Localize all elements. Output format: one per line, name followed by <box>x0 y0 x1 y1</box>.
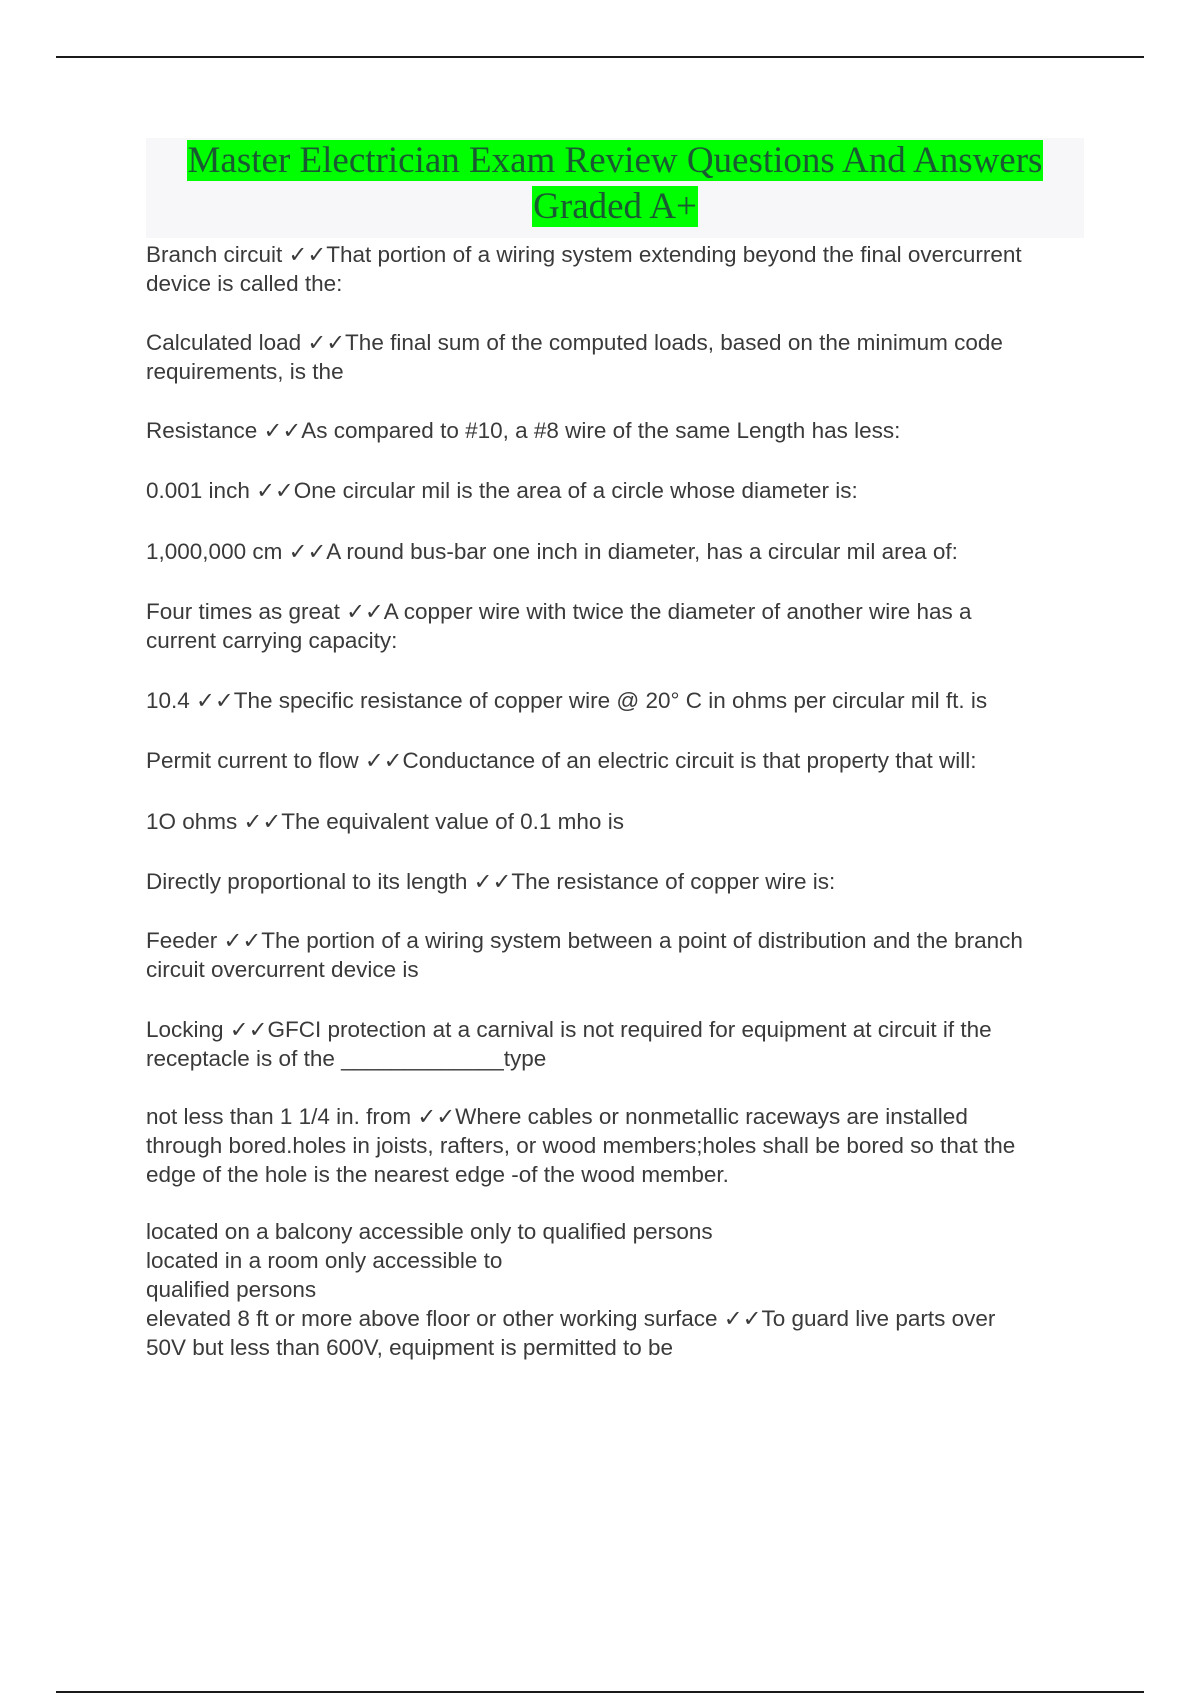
qa-item <box>146 926 1023 984</box>
qa-item <box>146 476 858 505</box>
qa-line: edge of the hole is the nearest edge -of the wood member. <box>146 1162 729 1187</box>
qa-line: Resistance ✓✓As compared to #10, a #8 wire of the same Length has less: <box>146 418 901 443</box>
qa-line: 50V but less than 600V, equipment is permitted to be <box>146 1335 674 1360</box>
qa-line: qualified persons <box>146 1277 317 1302</box>
qa-line: current carrying capacity: <box>146 628 398 653</box>
qa-line: Branch circuit ✓✓That portion of a wiring system extending beyond the final overcurrent <box>146 242 1022 267</box>
qa-line: receptacle is of the _____________type <box>146 1046 547 1071</box>
qa-line: not less than 1 1/4 in. from ✓✓Where cables or nonmetallic raceways are installed <box>146 1104 968 1129</box>
qa-line: Calculated load ✓✓The final sum of the computed loads, based on the minimum code <box>146 330 1003 355</box>
qa-line: Locking ✓✓GFCI protection at a carnival is not required for equipment at circuit if the <box>146 1017 992 1042</box>
qa-item <box>146 807 624 836</box>
qa-line: through bored.holes in joists, rafters, or wood members;holes shall be bored so that the <box>146 1133 1016 1158</box>
qa-line: requirements, is the <box>146 359 344 384</box>
qa-line: Permit current to flow ✓✓Conductance of an electric circuit is that property that will: <box>146 748 977 773</box>
qa-line: 10.4 ✓✓The specific resistance of copper wire @ 20° C in ohms per circular mil ft. is <box>146 688 988 713</box>
qa-line: located on a balcony accessible only to qualified persons <box>146 1219 713 1244</box>
qa-item <box>146 240 1022 298</box>
top-rule <box>56 56 1144 58</box>
qa-item <box>146 1102 1015 1189</box>
qa-item <box>146 416 900 445</box>
document-title <box>146 138 1084 238</box>
qa-item <box>146 1217 995 1362</box>
qa-item <box>146 1015 992 1073</box>
qa-line: 1,000,000 cm ✓✓A round bus-bar one inch in diameter, has a circular mil area of: <box>146 539 958 564</box>
qa-item <box>146 597 972 655</box>
qa-line: Directly proportional to its length ✓✓The resistance of copper wire is: <box>146 869 836 894</box>
qa-item <box>146 867 835 896</box>
title-line-2: Graded A+ <box>533 186 697 227</box>
title-line-1: Master Electrician Exam Review Questions And Answers <box>187 140 1043 181</box>
qa-line: circuit overcurrent device is <box>146 957 419 982</box>
qa-line: device is called the: <box>146 271 343 296</box>
qa-line: Feeder ✓✓The portion of a wiring system between a point of distribution and the branch <box>146 928 1023 953</box>
qa-item <box>146 537 958 566</box>
qa-item <box>146 328 1003 386</box>
qa-item <box>146 746 977 775</box>
qa-line: located in a room only accessible to <box>146 1248 503 1273</box>
qa-line: Four times as great ✓✓A copper wire with twice the diameter of another wire has a <box>146 599 972 624</box>
qa-item <box>146 686 987 715</box>
qa-line: elevated 8 ft or more above floor or other working surface ✓✓To guard live parts over <box>146 1306 996 1331</box>
qa-line: 0.001 inch ✓✓One circular mil is the area of a circle whose diameter is: <box>146 478 858 503</box>
bottom-rule <box>56 1691 1144 1693</box>
qa-line: 1O ohms ✓✓The equivalent value of 0.1 mho is <box>146 809 624 834</box>
